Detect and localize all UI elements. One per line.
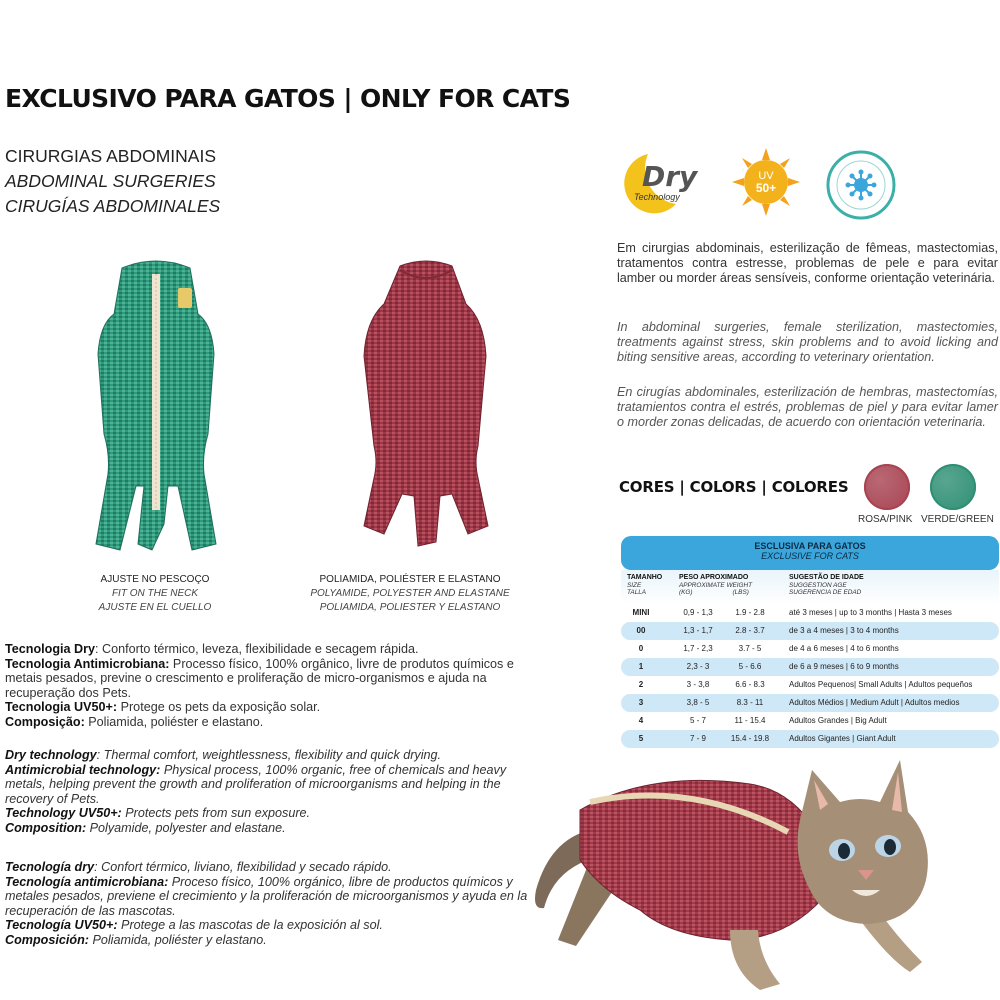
uv-label: Tecnología UV50+: [5, 918, 118, 933]
color-label-pink: ROSA/PINK [858, 514, 913, 525]
antimicrobial-label: Antimicrobial technology: [5, 762, 161, 777]
uv-text: Protege a las mascotas de la exposición al sol. [117, 918, 383, 933]
age-cell: Adultos Médios | Medium Adult | Adultos medios [789, 698, 960, 707]
pink-garment-image [356, 256, 494, 550]
size-cell: 4 [638, 716, 644, 725]
svg-text:UV: UV [758, 170, 774, 182]
antimicrobial-label: Tecnología antimicrobiana: [5, 874, 169, 889]
surgeries-pt: CIRURGIAS ABDOMINAIS [5, 146, 217, 166]
table-row [621, 676, 999, 694]
age-cell: Adultos Gigantes | Giant Adult [789, 734, 896, 743]
uv50-badge [730, 146, 802, 218]
composition-text: Poliamida, poliéster y elastano. [88, 932, 267, 947]
composition-label: Composition: [5, 820, 87, 835]
composition-text: Poliamida, poliéster e elastano. [84, 714, 264, 729]
weight-kg-cell: 7 - 9 [689, 734, 706, 743]
color-label-green: VERDE/GREEN [921, 514, 994, 525]
caption-es: AJUSTE EN EL CUELLO [98, 602, 212, 613]
table-row [621, 658, 999, 676]
weight-lbs-cell: 8.3 - 11 [736, 698, 764, 707]
size-cell: 0 [638, 644, 644, 653]
cat-wearing-pink-suit-image [530, 740, 1000, 1000]
weight-kg-cell: 3 - 3,8 [686, 680, 710, 689]
weight-lbs-cell: 1.9 - 2.8 [735, 608, 765, 617]
size-cell: 00 [636, 626, 646, 635]
col-weight: PESO APROXIMADO APPROXIMATE WEIGHT (KG) (LBS) [679, 574, 753, 597]
colors-title: CORES | COLORS | COLORES [619, 478, 849, 496]
weight-lbs-cell: 15.4 - 19.8 [730, 734, 770, 743]
color-swatch-pink [864, 464, 910, 510]
table-row [621, 640, 999, 658]
svg-text:50+: 50+ [755, 181, 777, 195]
dry-text: : Confort térmico, liviano, flexibilidad y secado rápido. [94, 860, 392, 874]
green-garment-caption [55, 573, 255, 615]
cat-head-icon [798, 760, 928, 924]
caption-pt: AJUSTE NO PESCOÇO [100, 574, 210, 585]
uv-text: Protects pets from sun exposure. [121, 806, 311, 821]
col-age: SUGESTÃO DE IDADE SUGGESTION AGE SUGERENCIA DE EDAD [789, 574, 864, 597]
tech-en [5, 748, 545, 836]
age-cell: Adultos Pequenos| Small Adults | Adultos pequeños [789, 680, 973, 689]
size-cell: 3 [638, 698, 644, 707]
green-garment-image [92, 254, 220, 558]
age-cell: Adultos Grandes | Big Adult [789, 716, 887, 725]
caption-pt: POLIAMIDA, POLIÉSTER E ELASTANO [319, 574, 501, 585]
surgeries-en: ABDOMINAL SURGERIES [5, 171, 216, 191]
weight-lbs-cell: 2.8 - 3.7 [735, 626, 765, 635]
table-row [621, 694, 999, 712]
table-row [621, 622, 999, 640]
dry-text: : Thermal comfort, weightlessness, flexibility and quick drying. [96, 748, 442, 762]
page-title: EXCLUSIVO PARA GATOS | ONLY FOR CATS [5, 84, 571, 113]
size-table-subtitle: EXCLUSIVE FOR CATS [761, 551, 859, 561]
composition-label: Composición: [5, 932, 89, 947]
weight-kg-cell: 3,8 - 5 [686, 698, 710, 707]
size-cell: 2 [638, 680, 644, 689]
weight-lbs-cell: 11 - 15.4 [734, 716, 766, 725]
antimicrobial-label: Tecnologia Antimicrobiana: [5, 656, 170, 671]
col-size: TAMANHO SIZE TALLA [627, 574, 663, 597]
svg-text:Dry: Dry [642, 160, 698, 193]
description-es: En cirugías abdominales, esterilización de hembras, mastectomías, tratamientos contra el estrés, problemas de piel y para evitar lamer o morder zonas delicadas, de acuerdo con orientación veterinaria. [617, 385, 998, 429]
weight-kg-cell: 1,7 - 2,3 [683, 644, 713, 653]
weight-kg-cell: 2,3 - 3 [686, 662, 710, 671]
weight-lbs-cell: 5 - 6.6 [738, 662, 762, 671]
weight-kg-cell: 1,3 - 1,7 [683, 626, 713, 635]
dry-label: Dry technology [5, 748, 97, 762]
weight-kg-cell: 5 - 7 [689, 716, 706, 725]
uv-label: Technology UV50+: [5, 806, 122, 821]
dry-text: : Conforto térmico, leveza, flexibilidade e secagem rápida. [95, 642, 419, 656]
table-row [621, 712, 999, 730]
pink-garment-caption [310, 573, 510, 615]
tech-pt [5, 642, 545, 730]
surgeries-es: CIRUGÍAS ABDOMINALES [5, 196, 221, 216]
tech-es [5, 860, 545, 948]
color-swatch-green [930, 464, 976, 510]
size-table-title: ESCLUSIVA PARA GATOS [754, 541, 866, 551]
size-cell: 1 [638, 662, 644, 671]
size-table [621, 536, 999, 748]
size-cell: MINI [632, 608, 650, 617]
uv-label: Tecnologia UV50+: [5, 700, 118, 715]
size-table-header [621, 536, 999, 570]
description-pt: Em cirurgias abdominais, esterilização de fêmeas, mastectomias, tratamentos contra estresse, problemas de pele e para evitar lamber ou morder áreas sensíveis, conforme orientação veterinária. [617, 241, 998, 285]
weight-lbs-cell: 3.7 - 5 [738, 644, 762, 653]
weight-lbs-cell: 6.6 - 8.3 [735, 680, 765, 689]
antimicrobial-text: Processo físico, 100% orgânico, livre de produtos químicos e metais pesados, previne o crescimento e proliferação de micro-organismos e ajuda na recuperação dos Pets. [5, 656, 514, 700]
size-table-columns [621, 570, 999, 604]
uv-text: Protege os pets da exposição solar. [117, 700, 321, 715]
caption-en: POLYAMIDE, POLYESTER AND ELASTANE [310, 588, 510, 599]
age-cell: até 3 meses | up to 3 months | Hasta 3 meses [789, 608, 952, 617]
weight-kg-cell: 0,9 - 1,3 [683, 608, 713, 617]
size-table-rows [621, 604, 999, 748]
dry-label: Tecnología dry [5, 860, 95, 874]
tag-icon [178, 288, 192, 308]
composition-text: Polyamide, polyester and elastane. [86, 820, 286, 835]
antimicrobial-technology-badge [826, 150, 896, 220]
antimicrobial-text: Physical process, 100% organic, free of chemicals and heavy metals, helping prevent the growth and proliferation of microorganisms and helping in the recovery of Pets. [5, 762, 507, 806]
dry-technology-badge [618, 148, 718, 218]
svg-text:Technology: Technology [634, 192, 680, 202]
composition-label: Composição: [5, 714, 85, 729]
age-cell: de 6 a 9 meses | 6 to 9 months [789, 662, 899, 671]
description-en: In abdominal surgeries, female sterilization, mastectomies, treatments against stress, skin problems and to avoid licking and biting sensitive areas, according to veterinary orientation. [617, 320, 998, 364]
caption-en: FIT ON THE NECK [111, 588, 199, 599]
size-cell: 5 [638, 734, 644, 743]
caption-es: POLIAMIDA, POLIESTER Y ELASTANO [319, 602, 501, 613]
table-row [621, 604, 999, 622]
age-cell: de 4 a 6 meses | 4 to 6 months [789, 644, 899, 653]
dry-label: Tecnologia Dry [5, 642, 96, 656]
age-cell: de 3 a 4 meses | 3 to 4 months [789, 626, 899, 635]
antimicrobial-text: Proceso físico, 100% orgánico, libre de productos químicos y metales pesados, previene el crecimiento y la proliferación de microorganismos y ayuda en la recuperación de las mascotas. [5, 874, 528, 918]
